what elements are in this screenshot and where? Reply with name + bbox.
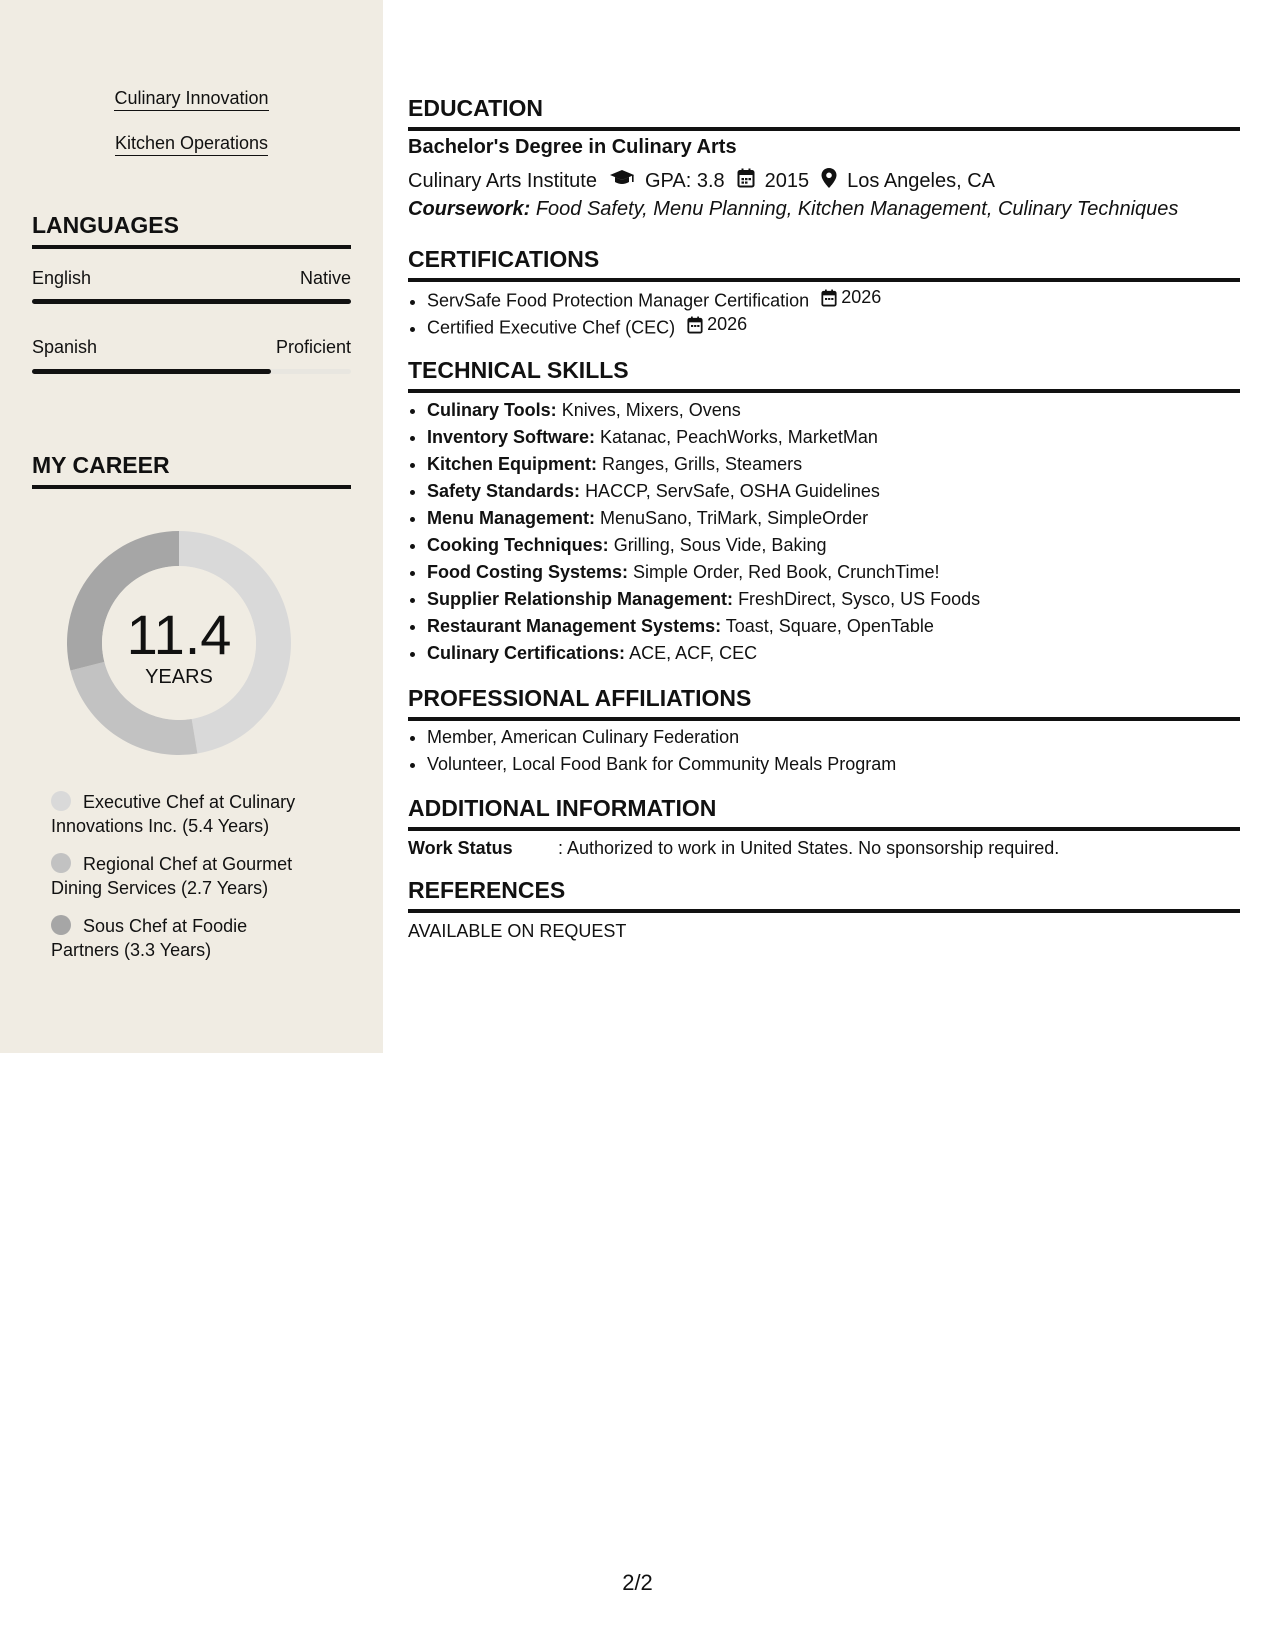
work-status-label: Work Status [408,838,513,858]
career-legend-item: Regional Chef at Gourmet Dining Services (2.7 Years) [51,854,293,898]
language-bar-fill [32,299,351,304]
list-item: • Culinary Certifications: ACE, ACF, CEC [427,640,980,667]
gpa: GPA: 3.8 [644,169,725,192]
calendar-icon [737,168,755,194]
references-heading: REFERENCES [408,877,1240,913]
education-meta [408,168,995,194]
technical-skills-heading: TECHNICAL SKILLS [408,357,1240,393]
work-status-value: : Authorized to work in United States. No sponsorship required. [558,838,1060,858]
education-heading: EDUCATION [408,95,1240,131]
language-name: Spanish [32,337,98,357]
list-item: • Inventory Software: Katanac, PeachWorks, MarketMan [427,424,980,451]
list-item: • ServSafe Food Protection Manager Certification 2026 [427,284,881,311]
calendar-icon [821,289,837,307]
affiliations-heading: PROFESSIONAL AFFILIATIONS [408,685,1240,721]
cert-date: 2026 [821,284,881,311]
list-item: • Safety Standards: HACCP, ServSafe, OSHA Guidelines [427,478,980,505]
language-level: Native [299,268,351,288]
career-heading: MY CAREER [32,452,351,489]
list-item: • Member, American Culinary Federation [427,724,896,751]
additional-info-heading: ADDITIONAL INFORMATION [408,795,1240,831]
certifications-list [427,284,881,338]
list-item: • Kitchen Equipment: Ranges, Grills, Steamers [427,451,980,478]
work-status-row [408,838,1059,859]
language-name: English [32,268,92,288]
institution: Culinary Arts Institute [408,169,597,192]
calendar-icon [687,316,703,334]
certifications-heading: CERTIFICATIONS [408,246,1240,282]
affiliations-list [427,724,896,778]
technical-skills-list [427,397,980,667]
skill-link-kitchen-operations[interactable]: Kitchen Operations [0,133,383,154]
list-item: • Food Costing Systems: Simple Order, Red Book, CrunchTime! [427,559,980,586]
career-legend-item: Executive Chef at Culinary Innovations Inc. (5.4 Years) [51,792,296,836]
education-location: Los Angeles, CA [847,169,996,192]
page-number: 2/2 [622,1570,653,1595]
languages-heading: LANGUAGES [32,212,351,249]
list-item: • Menu Management: MenuSano, TriMark, SimpleOrder [427,505,980,532]
career-unit: YEARS [145,666,213,688]
graduation-cap-icon [609,169,635,193]
degree-title: Bachelor's Degree in Culinary Arts [408,136,737,158]
skill-link-culinary-innovation[interactable]: Culinary Innovation [0,88,383,109]
list-item: • Culinary Tools: Knives, Mixers, Ovens [427,397,980,424]
legend-dot [51,853,71,873]
list-item: • Cooking Techniques: Grilling, Sous Vide, Baking [427,532,980,559]
list-item: • Restaurant Management Systems: Toast, Square, OpenTable [427,613,980,640]
list-item: • Supplier Relationship Management: FreshDirect, Sysco, US Foods [427,586,980,613]
coursework: Coursework: Food Safety, Menu Planning, Kitchen Management, Culinary Techniques [408,198,1179,220]
language-bar-english [32,299,351,304]
location-pin-icon [821,168,837,194]
career-donut-chart [66,530,292,756]
language-bar-spanish [32,369,351,374]
language-bar-fill [32,369,271,374]
cert-date: 2026 [687,311,747,338]
list-item: • Volunteer, Local Food Bank for Community Meals Program [427,751,896,778]
legend-dot [51,791,71,811]
language-row-spanish [32,337,351,361]
legend-dot [51,915,71,935]
language-row-english [32,268,351,292]
sidebar [0,0,383,1053]
career-total: 11.4 [126,603,232,666]
graduation-year: 2015 [764,169,810,192]
language-level: Proficient [275,337,351,357]
list-item: • Certified Executive Chef (CEC) 2026 [427,311,881,338]
references-text: AVAILABLE ON REQUEST [408,921,627,941]
career-legend-item: Sous Chef at Foodie Partners (3.3 Years) [51,916,248,960]
